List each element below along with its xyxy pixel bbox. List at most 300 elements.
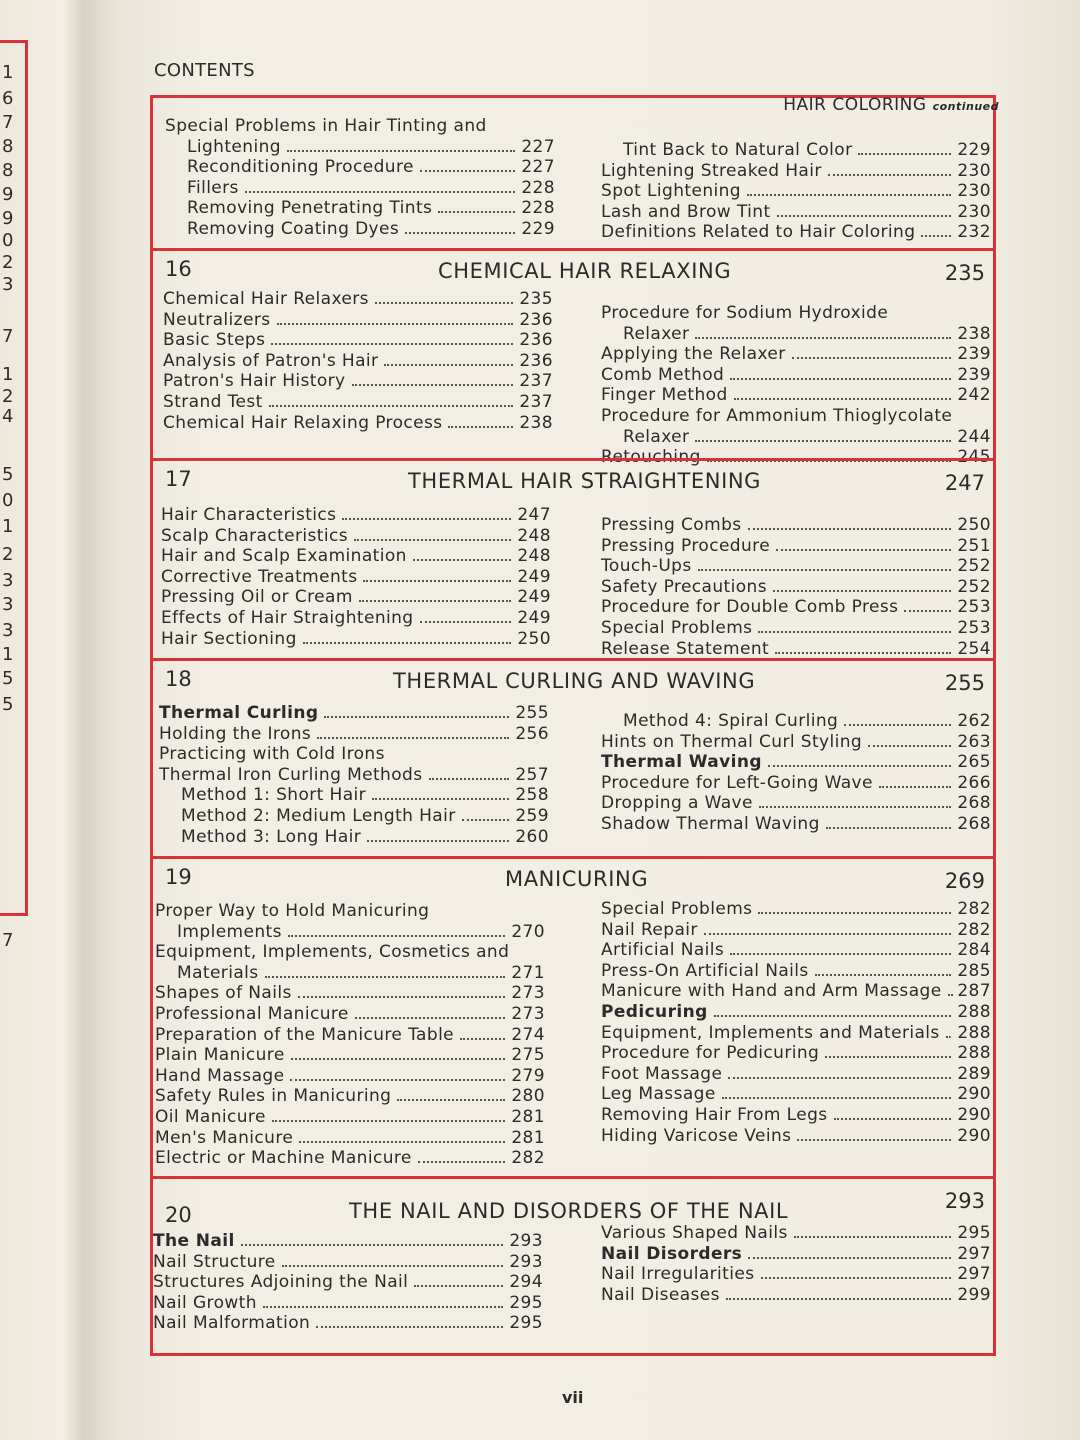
- entry-title: Implements: [177, 921, 282, 942]
- entry-page: 238: [957, 323, 991, 344]
- entry-title: Nail Repair: [601, 919, 698, 940]
- margin-digit: 1: [2, 364, 14, 385]
- entry-title: Press-On Artificial Nails: [601, 960, 809, 981]
- entry-page: 251: [957, 535, 991, 556]
- entry-page: 290: [957, 1125, 991, 1146]
- entry-page: 254: [957, 638, 991, 659]
- entry-title: Procedure for Pedicuring: [601, 1043, 820, 1064]
- dot-leader: [291, 1054, 505, 1060]
- entry-title: Comb Method: [601, 364, 725, 385]
- entry-page: 282: [511, 1148, 545, 1169]
- dot-leader: [728, 1073, 951, 1079]
- entry-title: Equipment, Implements, Cosmetics and: [155, 942, 510, 963]
- toc-entry: [159, 785, 549, 805]
- margin-digit: 2: [2, 544, 14, 565]
- entry-page: 273: [511, 983, 545, 1004]
- toc-entry: [601, 752, 991, 772]
- entry-title: Special Problems: [601, 899, 753, 919]
- entry-title: Hair Sectioning: [161, 628, 297, 649]
- dot-leader: [359, 596, 511, 602]
- entry-page: 299: [957, 1284, 991, 1305]
- entry-page: 279: [511, 1065, 545, 1086]
- dot-leader: [714, 1011, 951, 1017]
- entry-page: 230: [957, 181, 991, 202]
- toc-entry: [601, 515, 991, 535]
- chapter-title: CHEMICAL HAIR RELAXING: [438, 259, 732, 283]
- entry-title: Effects of Hair Straightening: [161, 608, 414, 628]
- entry-page: 249: [517, 608, 551, 628]
- dot-leader: [758, 627, 951, 633]
- margin-digit: 8: [2, 160, 14, 181]
- entry-title: Equipment, Implements and Materials: [601, 1022, 940, 1043]
- entry-title: Removing Coating Dyes: [187, 219, 400, 239]
- toc-entry: [601, 1064, 991, 1084]
- entry-title: Patron's Hair History: [163, 371, 346, 392]
- entry-title: Nail Malformation: [153, 1313, 311, 1334]
- toc-entry: [601, 618, 991, 638]
- entry-title: Pressing Combs: [601, 515, 742, 535]
- dot-leader: [704, 929, 951, 935]
- continued-heading: HAIR COLORING continued: [783, 95, 999, 115]
- chapter-number: 17: [165, 467, 192, 491]
- margin-digit: 5: [2, 668, 14, 689]
- dot-leader: [695, 436, 951, 442]
- toc-entry: [165, 137, 555, 157]
- dot-leader: [435, 912, 505, 916]
- entry-page: 236: [519, 309, 553, 330]
- dot-leader: [894, 314, 951, 318]
- entry-title: Finger Method: [601, 385, 728, 406]
- chapter-title: MANICURING: [505, 867, 649, 891]
- dot-leader: [879, 782, 951, 788]
- toc-entry: [601, 1023, 991, 1043]
- entry-title: Nail Structure: [153, 1251, 276, 1272]
- dot-leader: [438, 207, 515, 213]
- toc-entry: [601, 597, 991, 617]
- entry-page: 273: [511, 1004, 545, 1024]
- dot-leader: [429, 774, 510, 780]
- toc-entry: [161, 526, 551, 546]
- dot-leader: [777, 211, 951, 217]
- toc-entry: [155, 942, 545, 962]
- entry-title: Release Statement: [601, 638, 770, 659]
- entry-title: Method 2: Medium Length Hair: [181, 806, 456, 826]
- entry-title: Holding the Irons: [159, 723, 312, 744]
- toc-entry: [163, 371, 553, 391]
- entry-title: Basic Steps: [163, 330, 266, 351]
- dot-leader: [768, 761, 951, 767]
- dot-leader: [776, 545, 951, 551]
- contents-heading: CONTENTS: [154, 60, 255, 81]
- toc-entry: [155, 1004, 545, 1024]
- entry-title: Spot Lightening: [601, 181, 741, 202]
- toc-entry: [159, 744, 549, 764]
- dot-leader: [462, 815, 509, 821]
- entry-title: Nail Growth: [153, 1292, 257, 1313]
- dot-leader: [726, 1294, 951, 1300]
- dot-leader: [397, 1095, 505, 1101]
- entry-title: Men's Manicure: [155, 1127, 294, 1148]
- toc-entry: [601, 427, 991, 447]
- dot-leader: [748, 1253, 951, 1259]
- entry-title: The Nail: [153, 1231, 235, 1251]
- entry-page: 250: [517, 628, 551, 649]
- dot-leader: [946, 1032, 951, 1038]
- toc-entry: [601, 1223, 991, 1243]
- dot-leader: [759, 802, 951, 808]
- toc-entry: [161, 546, 551, 566]
- dot-leader: [282, 1261, 503, 1267]
- margin-digit: 3: [2, 274, 14, 295]
- entry-title: Removing Hair From Legs: [601, 1105, 828, 1125]
- entry-page: 290: [957, 1105, 991, 1125]
- entry-title: Thermal Curling: [159, 703, 319, 723]
- entry-title: Hints on Thermal Curl Styling: [601, 731, 863, 752]
- toc-entry: [155, 1128, 545, 1148]
- section-17: [153, 458, 993, 658]
- toc-entry: [601, 1264, 991, 1284]
- chapter-number: 19: [165, 865, 192, 889]
- section-hair-coloring-continued: [153, 95, 999, 248]
- entry-page: 282: [957, 899, 991, 919]
- chapter-title: THERMAL HAIR STRAIGHTENING: [408, 469, 762, 493]
- chapter-page: 247: [944, 471, 985, 495]
- margin-digit: 7: [2, 326, 14, 347]
- contents-page: [82, 0, 1080, 1440]
- toc-entry: [163, 392, 553, 412]
- entry-title: Touch-Ups: [601, 556, 692, 577]
- entry-page: 281: [511, 1107, 545, 1127]
- toc-entry: [601, 222, 991, 242]
- toc-entry: [601, 1126, 991, 1146]
- margin-digit: 1: [2, 516, 14, 537]
- dot-leader: [269, 401, 513, 407]
- entry-page: 282: [957, 919, 991, 940]
- toc-entry: [601, 961, 991, 981]
- dot-leader: [265, 972, 505, 978]
- margin-digit: 3: [2, 570, 14, 591]
- entry-title: Thermal Iron Curling Methods: [159, 764, 423, 785]
- toc-entry: [153, 1272, 543, 1292]
- dot-leader: [290, 1075, 505, 1081]
- toc-entry: [601, 1105, 991, 1125]
- entry-page: 288: [957, 1002, 991, 1022]
- entry-page: 265: [957, 752, 991, 773]
- toc-entry: [165, 157, 555, 177]
- entry-title: Definitions Related to Hair Coloring: [601, 222, 916, 243]
- entry-page: 244: [957, 426, 991, 447]
- dot-leader: [826, 823, 951, 829]
- dot-leader: [761, 1273, 952, 1279]
- entry-page: 268: [957, 814, 991, 834]
- toc-entry: [161, 629, 551, 649]
- entry-page: 228: [521, 177, 555, 198]
- toc-entry: [601, 1043, 991, 1063]
- entry-title: Tint Back to Natural Color: [623, 140, 853, 160]
- entry-title: Nail Irregularities: [601, 1264, 755, 1285]
- toc-entry: [155, 983, 545, 1003]
- toc-entry: [601, 732, 991, 752]
- dot-leader: [352, 380, 514, 386]
- entry-title: Hand Massage: [155, 1065, 285, 1086]
- dot-leader: [277, 319, 514, 325]
- dot-leader: [299, 1137, 505, 1143]
- entry-page: 230: [957, 201, 991, 222]
- entry-title: Procedure for Left-Going Wave: [601, 772, 873, 793]
- toc-entry: [155, 901, 545, 921]
- entry-page: 228: [521, 198, 555, 219]
- entry-title: Practicing with Cold Irons: [159, 744, 385, 765]
- entry-page: 239: [957, 344, 991, 365]
- toc-entry: [601, 1244, 991, 1264]
- dot-leader: [792, 353, 951, 359]
- entry-title: Retouching: [601, 447, 701, 468]
- entry-page: 248: [517, 546, 551, 567]
- entry-title: Analysis of Patron's Hair: [163, 350, 379, 371]
- entry-title: Method 1: Short Hair: [181, 785, 367, 806]
- entry-title: Manicure with Hand and Arm Massage: [601, 981, 942, 1002]
- entry-title: Special Problems in Hair Tinting and: [165, 116, 487, 136]
- entry-title: Leg Massage: [601, 1084, 716, 1105]
- entry-title: Artificial Nails: [601, 940, 725, 961]
- dot-leader: [420, 166, 515, 172]
- entry-page: 288: [957, 1043, 991, 1064]
- entry-title: Electric or Machine Manicure: [155, 1148, 412, 1169]
- dot-leader: [245, 187, 515, 193]
- entry-page: 287: [957, 981, 991, 1002]
- dot-leader: [241, 1240, 503, 1246]
- dot-leader: [317, 733, 509, 739]
- entry-page: 295: [957, 1223, 991, 1243]
- entry-page: 236: [519, 350, 553, 371]
- entry-page: 227: [521, 136, 555, 157]
- entry-page: 263: [957, 731, 991, 752]
- chapter-number: 16: [165, 257, 192, 281]
- margin-digit: 2: [2, 386, 14, 407]
- entry-page: 258: [515, 785, 549, 806]
- margin-digit: 1: [2, 644, 14, 665]
- toc-entry: [163, 330, 553, 350]
- toc-entry: [601, 303, 991, 323]
- dot-leader: [298, 992, 505, 998]
- margin-digit: 8: [2, 136, 14, 157]
- entry-title: Nail Diseases: [601, 1284, 720, 1305]
- toc-entry: [601, 773, 991, 793]
- toc-entry: [601, 344, 991, 364]
- toc-entry: [159, 724, 549, 744]
- toc-entry: [601, 920, 991, 940]
- entry-page: 257: [515, 764, 549, 785]
- dot-leader: [825, 1052, 951, 1058]
- entry-title: Safety Precautions: [601, 576, 767, 597]
- toc-entry: [601, 385, 991, 405]
- dot-leader: [844, 720, 951, 726]
- margin-digit: 5: [2, 464, 14, 485]
- toc-entry: [601, 556, 991, 576]
- entry-title: Method 3: Long Hair: [181, 826, 362, 847]
- entry-page: 274: [511, 1024, 545, 1045]
- toc-entry: [155, 963, 545, 983]
- entry-title: Strand Test: [163, 392, 263, 412]
- margin-digit: 7: [2, 112, 14, 133]
- toc-entry: [163, 351, 553, 371]
- margin-digit: 2: [2, 252, 14, 273]
- entry-page: 239: [957, 364, 991, 385]
- dot-leader: [921, 231, 951, 237]
- entry-page: 293: [509, 1231, 543, 1251]
- entry-page: 247: [517, 505, 551, 525]
- margin-digit: 3: [2, 620, 14, 641]
- dot-leader: [354, 535, 511, 541]
- entry-page: 229: [957, 140, 991, 160]
- chapter-page: 269: [944, 869, 985, 893]
- toc-entry: [165, 219, 555, 239]
- dot-leader: [384, 360, 513, 366]
- entry-page: 256: [515, 723, 549, 744]
- dot-leader: [722, 1093, 951, 1099]
- dot-leader: [272, 1116, 505, 1122]
- dot-leader: [271, 339, 513, 345]
- margin-digit: 0: [2, 230, 14, 251]
- toc-entry: [601, 365, 991, 385]
- toc-entry: [601, 161, 991, 181]
- toc-entry: [155, 1086, 545, 1106]
- dot-leader: [815, 970, 951, 976]
- entry-title: Fillers: [187, 177, 239, 198]
- toc-entry: [601, 406, 991, 426]
- entry-page: 253: [957, 597, 991, 618]
- entry-page: 280: [511, 1086, 545, 1107]
- entry-page: 245: [957, 447, 991, 468]
- left-page-edge: [0, 0, 90, 1440]
- dot-leader: [420, 617, 512, 623]
- entry-title: Applying the Relaxer: [601, 344, 786, 365]
- entry-title: Foot Massage: [601, 1063, 723, 1084]
- toc-entry: [601, 711, 991, 731]
- chapter-page: 255: [944, 671, 985, 695]
- toc-entry: [155, 1025, 545, 1045]
- toc-entry: [601, 181, 991, 201]
- toc-entry: [601, 324, 991, 344]
- section-20: [153, 1176, 993, 1347]
- entry-page: 236: [519, 330, 553, 351]
- entry-title: Lightening: [187, 136, 281, 157]
- toc-entry: [153, 1293, 543, 1313]
- entry-title: Nail Disorders: [601, 1243, 743, 1264]
- dot-leader: [734, 394, 951, 400]
- entry-page: 285: [957, 960, 991, 981]
- entry-page: 230: [957, 160, 991, 181]
- dot-leader: [904, 606, 951, 612]
- entry-title: Pedicuring: [601, 1002, 708, 1022]
- chapter-title: THERMAL CURLING AND WAVING: [393, 669, 756, 693]
- toc-entry: [601, 1084, 991, 1104]
- toc-frame: [150, 95, 999, 1356]
- entry-page: 237: [519, 371, 553, 392]
- entry-page: 262: [957, 711, 991, 731]
- entry-title: Pressing Oil or Cream: [161, 587, 353, 608]
- dot-leader: [287, 146, 515, 152]
- dot-leader: [303, 638, 511, 644]
- dot-leader: [747, 190, 951, 196]
- chapter-page: 293: [944, 1189, 985, 1213]
- entry-page: 249: [517, 566, 551, 587]
- dot-leader: [730, 949, 951, 955]
- dot-leader: [730, 374, 951, 380]
- margin-digit: 9: [2, 184, 14, 205]
- entry-title: Professional Manicure: [155, 1004, 349, 1024]
- toc-entry: [155, 922, 545, 942]
- toc-entry: [601, 639, 991, 659]
- margin-digit: 6: [2, 88, 14, 109]
- toc-entry: [153, 1313, 543, 1333]
- dot-leader: [372, 794, 509, 800]
- entry-title: Shadow Thermal Waving: [601, 814, 820, 834]
- dot-leader: [748, 524, 951, 530]
- toc-entry: [161, 505, 551, 525]
- entry-page: 295: [509, 1313, 543, 1334]
- entry-page: 250: [957, 515, 991, 535]
- dot-leader: [414, 1281, 503, 1287]
- entry-page: 252: [957, 556, 991, 577]
- dot-leader: [405, 228, 515, 234]
- entry-title: Lightening Streaked Hair: [601, 160, 822, 181]
- entry-title: Procedure for Ammonium Thioglycolate: [601, 406, 953, 426]
- dot-leader: [758, 908, 951, 914]
- dot-leader: [367, 836, 509, 842]
- entry-page: 294: [509, 1272, 543, 1293]
- dot-leader: [773, 586, 951, 592]
- toc-entry: [155, 1107, 545, 1127]
- entry-page: 253: [957, 618, 991, 638]
- toc-entry: [165, 116, 555, 136]
- entry-title: Hair Characteristics: [161, 505, 337, 525]
- entry-title: Various Shaped Nails: [601, 1223, 788, 1243]
- toc-entry: [165, 178, 555, 198]
- entry-title: Special Problems: [601, 618, 753, 638]
- dot-leader: [698, 565, 951, 571]
- dot-leader: [448, 422, 513, 428]
- entry-title: Procedure for Sodium Hydroxide: [601, 303, 889, 323]
- toc-entry: [161, 608, 551, 628]
- entry-title: Chemical Hair Relaxing Process: [163, 412, 443, 433]
- toc-entry: [163, 310, 553, 330]
- entry-title: Shapes of Nails: [155, 983, 292, 1004]
- dot-leader: [695, 333, 951, 339]
- entry-page: 266: [957, 772, 991, 793]
- entry-title: Hiding Varicose Veins: [601, 1125, 792, 1146]
- toc-entry: [601, 1002, 991, 1022]
- dot-leader: [316, 1322, 503, 1328]
- toc-entry: [155, 1066, 545, 1086]
- entry-title: Proper Way to Hold Manicuring: [155, 901, 430, 921]
- toc-entry: [161, 567, 551, 587]
- margin-digit: 7: [2, 930, 14, 951]
- toc-entry: [159, 806, 549, 826]
- toc-entry: [601, 981, 991, 1001]
- toc-entry: [161, 587, 551, 607]
- entry-title: Hair and Scalp Examination: [161, 546, 407, 567]
- toc-entry: [601, 793, 991, 813]
- dot-leader: [797, 1135, 951, 1141]
- entry-page: 271: [511, 962, 545, 983]
- entry-page: 288: [957, 1022, 991, 1043]
- toc-entry: [601, 940, 991, 960]
- entry-page: 275: [511, 1045, 545, 1066]
- entry-page: 249: [517, 587, 551, 608]
- toc-entry: [163, 413, 553, 433]
- entry-page: 235: [519, 289, 553, 309]
